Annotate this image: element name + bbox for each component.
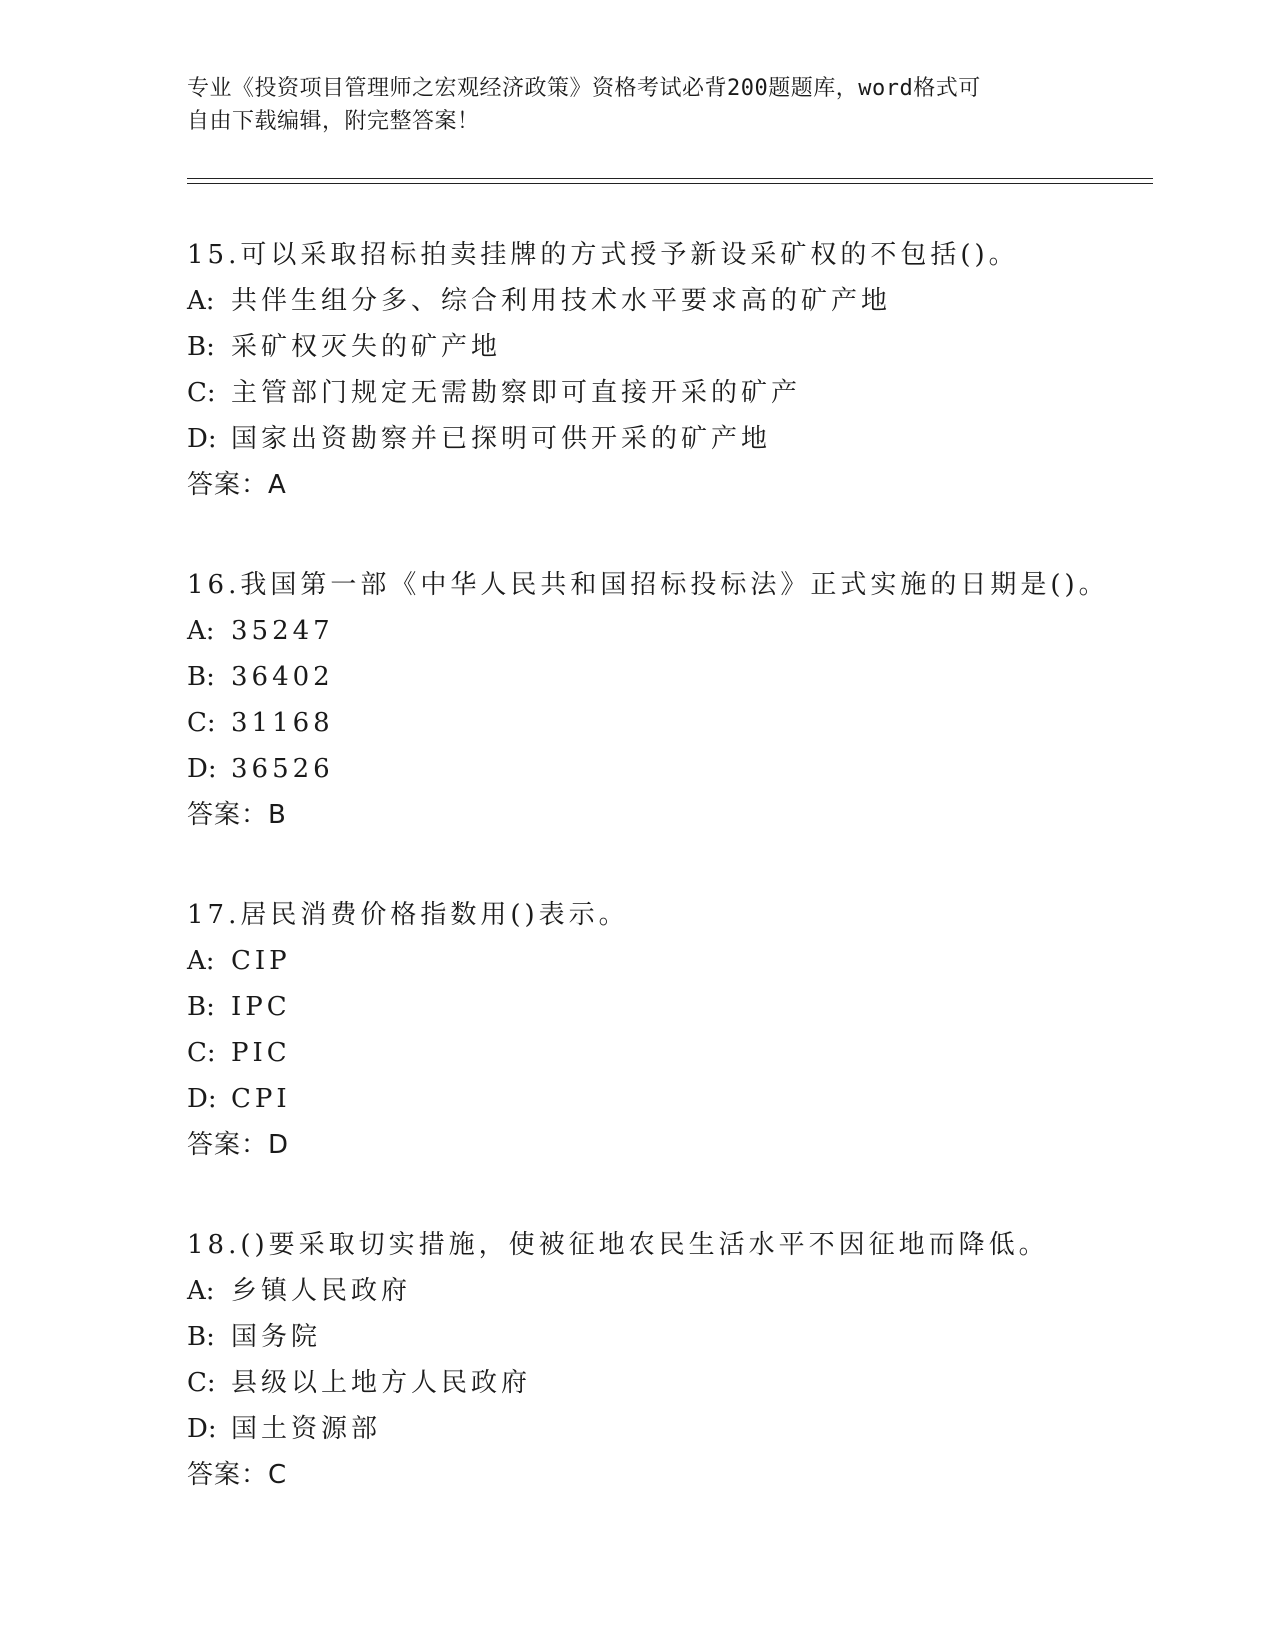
- option-d: [187, 746, 1167, 792]
- option-text: 36526: [231, 754, 334, 784]
- option-c: [187, 1360, 1167, 1406]
- option-key: B:: [187, 992, 215, 1022]
- option-text: 35247: [231, 616, 334, 646]
- option-key: C:: [187, 708, 216, 738]
- option-d: [187, 1406, 1167, 1452]
- option-text: 36402: [231, 662, 334, 692]
- option-d: [187, 416, 1167, 462]
- option-text: 国务院: [231, 1322, 322, 1352]
- option-text: 县级以上地方人民政府: [231, 1368, 532, 1398]
- answer-line: 答案：C: [187, 1460, 288, 1490]
- question-stem: 15.可以采取招标拍卖挂牌的方式授予新设采矿权的不包括()。: [187, 240, 1019, 270]
- question-stem: 16.我国第一部《中华人民共和国招标投标法》正式实施的日期是()。: [187, 570, 1109, 600]
- question-stem: 17.居民消费价格指数用()表示。: [187, 900, 629, 930]
- answer-line: 答案：D: [187, 1130, 290, 1160]
- question-stem: 18.()要采取切实措施，使被征地农民生活水平不因征地而降低。: [187, 1230, 1049, 1260]
- question-15: [187, 232, 1167, 508]
- option-key: A:: [187, 946, 215, 976]
- option-text: 国家出资勘察并已探明可供开采的矿产地: [231, 424, 772, 454]
- answer-line: 答案：B: [187, 800, 287, 830]
- option-text: 主管部门规定无需勘察即可直接开采的矿产: [231, 378, 802, 408]
- option-text: 国土资源部: [231, 1414, 382, 1444]
- option-a: [187, 1268, 1167, 1314]
- option-key: B:: [187, 332, 215, 362]
- option-a: [187, 938, 1167, 984]
- option-text: CIP: [231, 946, 291, 976]
- option-key: C:: [187, 1038, 216, 1068]
- option-key: A:: [187, 616, 215, 646]
- option-key: C:: [187, 1368, 216, 1398]
- option-text: CPI: [231, 1084, 291, 1114]
- question-16: [187, 562, 1167, 838]
- option-c: [187, 1030, 1167, 1076]
- question-18: [187, 1222, 1167, 1498]
- option-key: D:: [187, 754, 217, 784]
- option-key: B:: [187, 662, 215, 692]
- document-header: [187, 72, 1087, 138]
- option-key: D:: [187, 1084, 217, 1114]
- header-line-1: 专业《投资项目管理师之宏观经济政策》资格考试必背200题题库，word格式可: [187, 76, 981, 101]
- option-a: [187, 278, 1167, 324]
- option-b: [187, 324, 1167, 370]
- option-text: 31168: [231, 708, 334, 738]
- answer-line: 答案：A: [187, 470, 287, 500]
- option-key: A:: [187, 286, 215, 316]
- option-text: IPC: [231, 992, 291, 1022]
- option-b: [187, 1314, 1167, 1360]
- option-key: D:: [187, 424, 217, 454]
- option-a: [187, 608, 1167, 654]
- header-divider-bottom: [187, 183, 1153, 184]
- option-b: [187, 654, 1167, 700]
- option-text: 乡镇人民政府: [231, 1276, 412, 1306]
- question-list: [187, 232, 1167, 1552]
- question-17: [187, 892, 1167, 1168]
- option-text: 采矿权灭失的矿产地: [231, 332, 502, 362]
- option-text: PIC: [231, 1038, 291, 1068]
- option-key: D:: [187, 1414, 217, 1444]
- option-text: 共伴生组分多、综合利用技术水平要求高的矿产地: [231, 286, 892, 316]
- option-c: [187, 700, 1167, 746]
- option-key: C:: [187, 378, 216, 408]
- option-key: A:: [187, 1276, 215, 1306]
- header-line-2: 自由下载编辑，附完整答案！: [187, 109, 480, 134]
- option-key: B:: [187, 1322, 215, 1352]
- option-b: [187, 984, 1167, 1030]
- option-c: [187, 370, 1167, 416]
- header-divider-top: [187, 178, 1153, 179]
- option-d: [187, 1076, 1167, 1122]
